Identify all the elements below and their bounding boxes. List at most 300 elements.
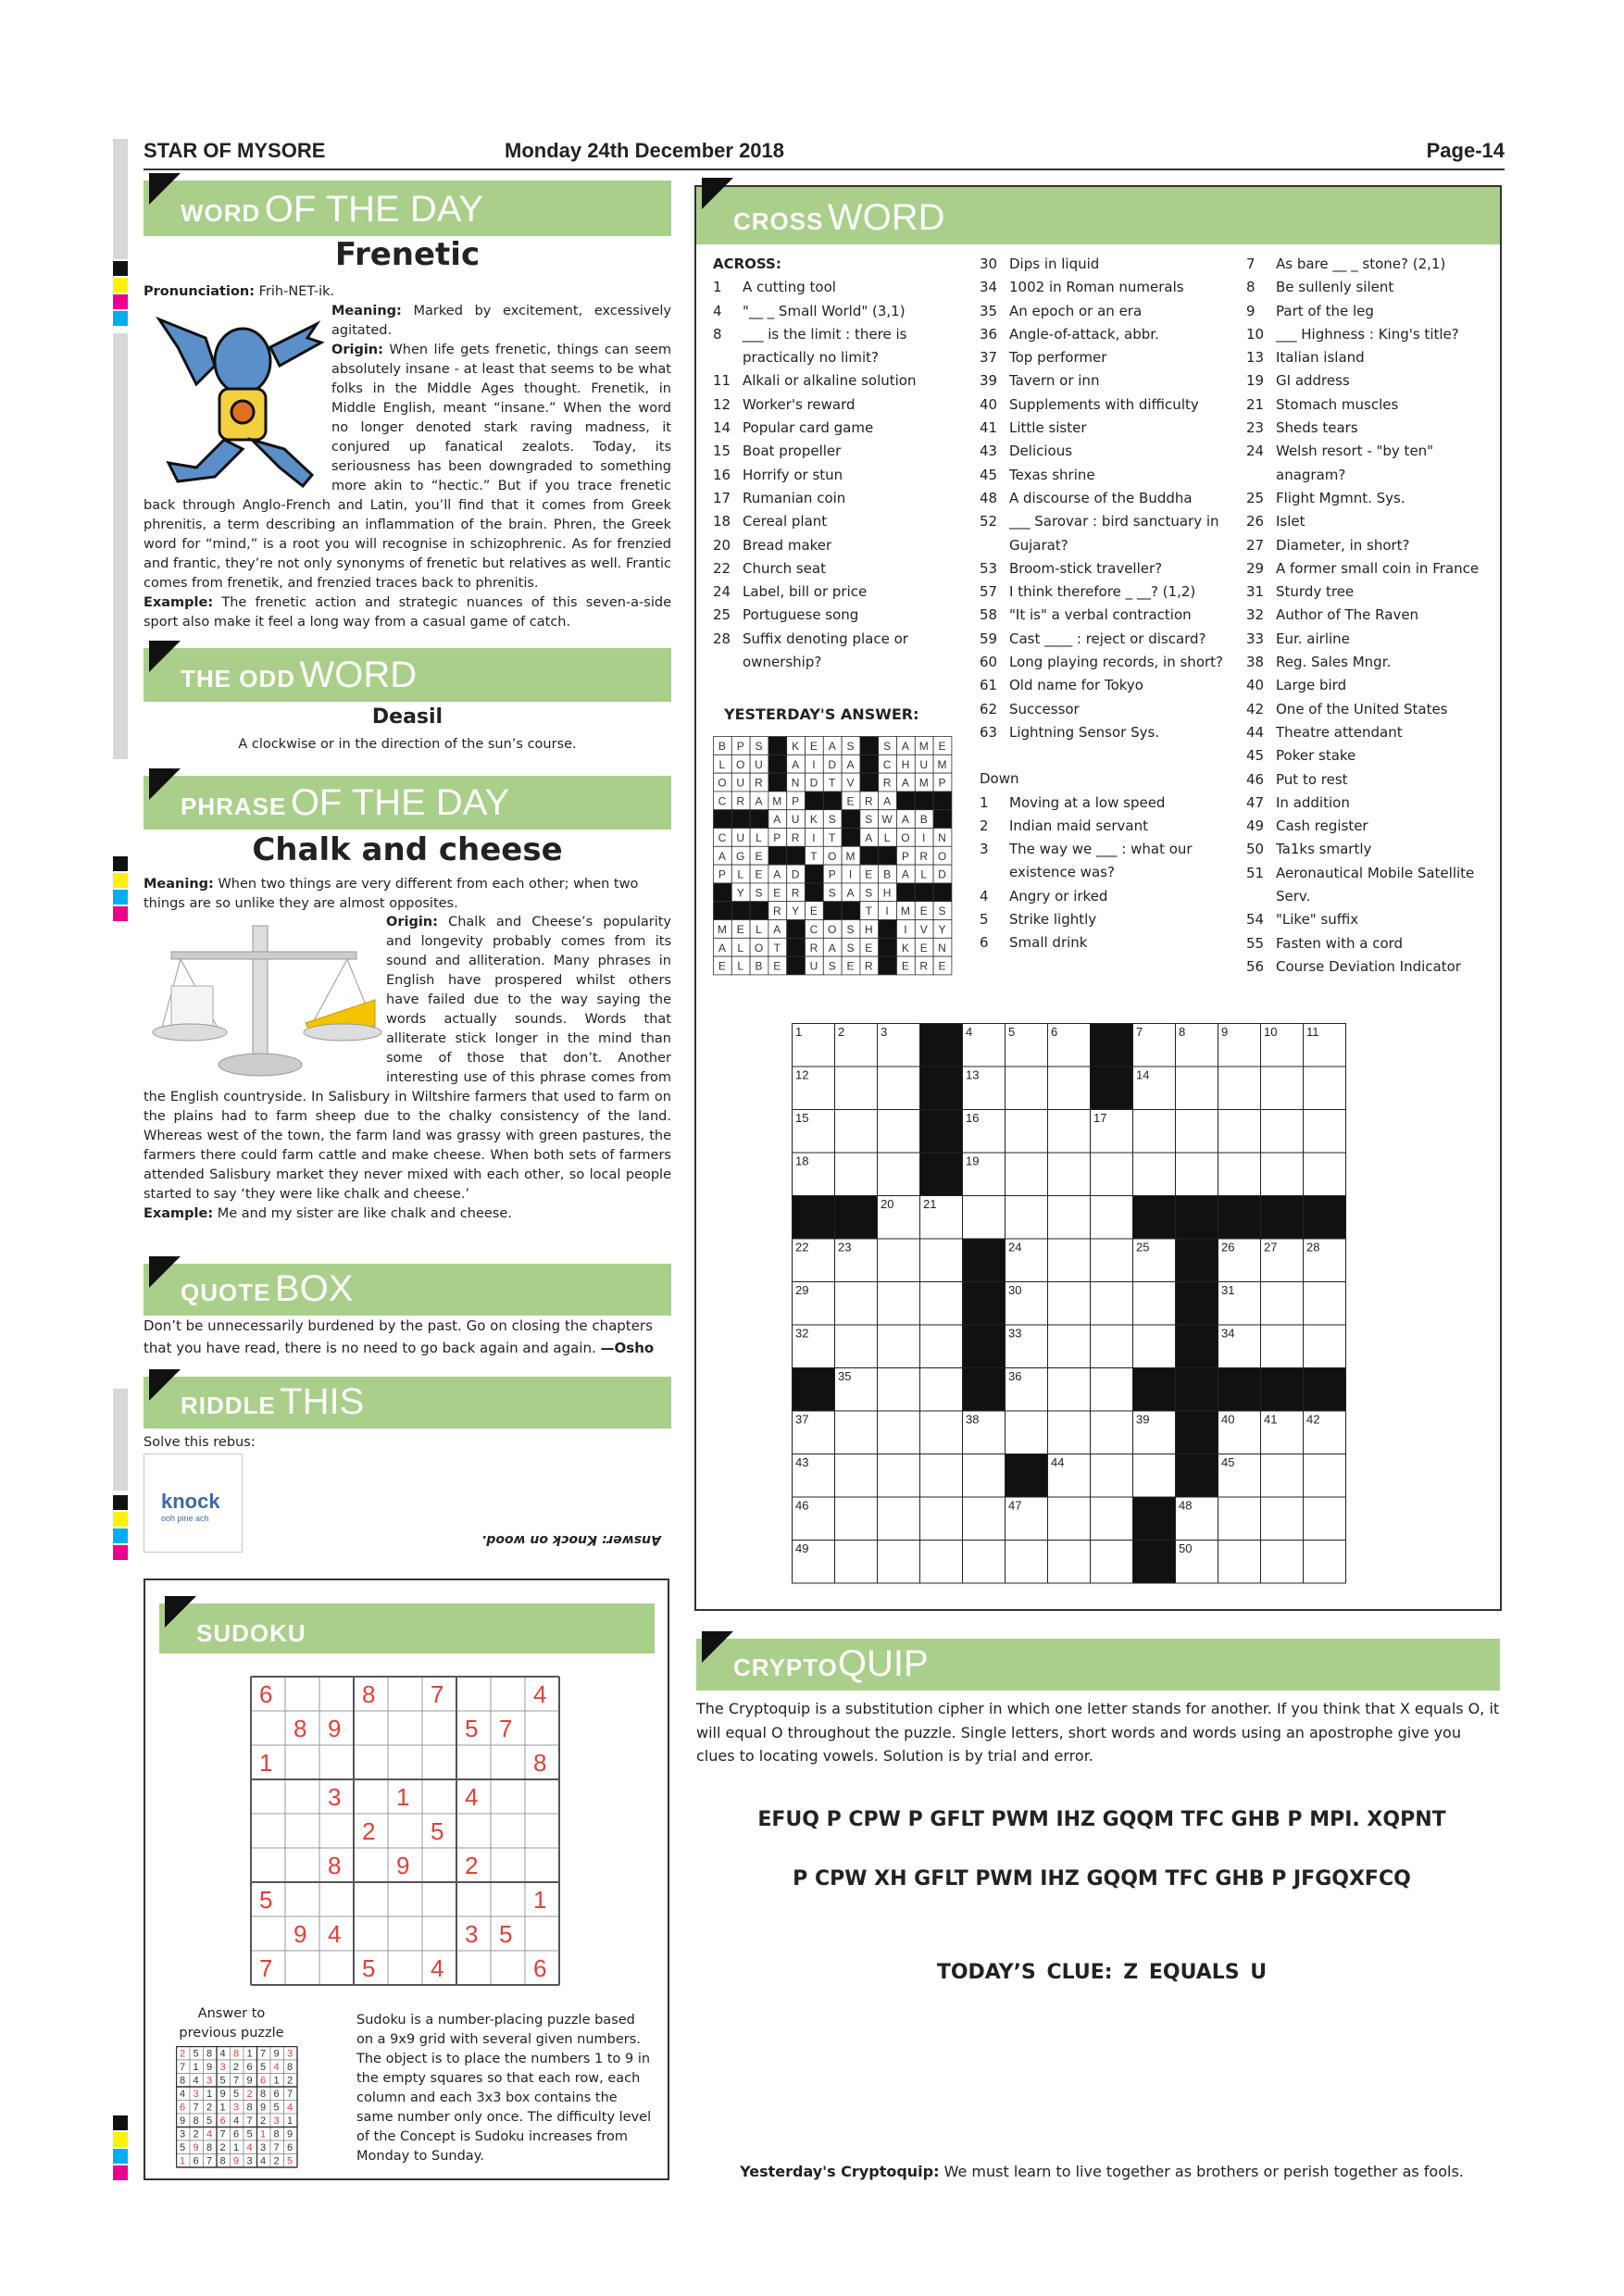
crossword-cell[interactable] bbox=[1091, 1454, 1133, 1498]
crossword-cell[interactable] bbox=[1261, 1153, 1304, 1196]
sudoku-cell[interactable] bbox=[251, 1711, 285, 1745]
crossword-cell[interactable] bbox=[1091, 1541, 1133, 1584]
sudoku-cell[interactable] bbox=[319, 1745, 354, 1779]
crossword-cell[interactable] bbox=[1304, 1325, 1346, 1368]
sudoku-cell[interactable] bbox=[491, 1779, 525, 1814]
crossword-cell[interactable] bbox=[1006, 1067, 1048, 1110]
crossword-cell[interactable] bbox=[1133, 1282, 1176, 1326]
sudoku-cell[interactable] bbox=[422, 1848, 456, 1882]
crossword-cell[interactable] bbox=[1133, 1110, 1176, 1154]
clue-number: 13 bbox=[1246, 349, 1265, 367]
sudoku-cell[interactable] bbox=[456, 1814, 491, 1848]
crossword-clue-number: 33 bbox=[1008, 1326, 1022, 1341]
crossword-cell[interactable] bbox=[835, 1541, 878, 1584]
sudoku-banner: SUDOKU bbox=[159, 1603, 655, 1653]
yesterday-letter: A bbox=[773, 867, 781, 881]
clue-text: Label, bill or price bbox=[743, 583, 868, 601]
crossword-cell[interactable] bbox=[1176, 1067, 1218, 1110]
yesterday-black-cell bbox=[768, 755, 787, 773]
crossword-cell[interactable] bbox=[1304, 1067, 1346, 1110]
clue-item bbox=[980, 557, 1230, 580]
clue-item bbox=[980, 674, 1230, 697]
crossword-cell[interactable] bbox=[1261, 1454, 1304, 1498]
sudoku-cell[interactable] bbox=[456, 1882, 491, 1916]
clue-text: Italian island bbox=[1276, 349, 1365, 367]
crossword-cell[interactable] bbox=[835, 1325, 878, 1368]
clue-item bbox=[1246, 300, 1496, 323]
previous-answer-digit: 4 bbox=[273, 2062, 280, 2073]
crossword-black-cell bbox=[1176, 1325, 1218, 1368]
clue-item bbox=[980, 346, 1230, 369]
sudoku-cell[interactable] bbox=[354, 1882, 388, 1916]
clue-item bbox=[713, 393, 963, 417]
clue-text: The way we ___ : what our existence was? bbox=[1009, 841, 1193, 881]
crossword-cell[interactable] bbox=[878, 1454, 920, 1498]
sudoku-cell[interactable] bbox=[422, 1745, 456, 1779]
crossword-cell[interactable] bbox=[920, 1454, 963, 1498]
clue-number: 62 bbox=[980, 700, 998, 718]
clue-text: Rumanian coin bbox=[743, 489, 846, 506]
phrase-title: Chalk and cheese bbox=[252, 831, 563, 868]
crossword-cell[interactable] bbox=[1261, 1110, 1304, 1154]
crossword-cell[interactable] bbox=[1091, 1325, 1133, 1368]
sudoku-cell[interactable] bbox=[491, 1814, 525, 1848]
crossword-cell[interactable] bbox=[1261, 1497, 1304, 1541]
crossword-cell[interactable] bbox=[920, 1239, 963, 1282]
sudoku-cell[interactable] bbox=[491, 1882, 525, 1916]
sudoku-cell[interactable] bbox=[251, 1814, 285, 1848]
yesterday-letter: O bbox=[736, 757, 745, 771]
clue-text: ___ Highness : King's title? bbox=[1276, 325, 1459, 343]
yesterday-letter: E bbox=[901, 959, 909, 973]
yesterday-black-cell bbox=[714, 810, 732, 829]
previous-answer-digit: 4 bbox=[180, 2089, 186, 2100]
sudoku-cell[interactable] bbox=[525, 1814, 559, 1848]
sudoku-cell[interactable] bbox=[354, 1916, 388, 1951]
crossword-cell[interactable] bbox=[878, 1239, 920, 1282]
clue-number: 45 bbox=[980, 466, 998, 483]
clue-item bbox=[1246, 932, 1496, 955]
crossword-cell[interactable] bbox=[1304, 1282, 1346, 1326]
crossword-black-cell bbox=[1176, 1454, 1218, 1498]
previous-answer-digit: 3 bbox=[219, 2062, 226, 2073]
riddle-prompt: Solve this rebus: bbox=[144, 1435, 256, 1450]
sudoku-cell[interactable] bbox=[285, 1848, 319, 1882]
crossword-cell[interactable] bbox=[920, 1541, 963, 1584]
yesterday-letter: E bbox=[846, 794, 855, 808]
crossword-cell[interactable] bbox=[1048, 1239, 1091, 1282]
clue-number: 1 bbox=[980, 793, 989, 811]
sudoku-cell[interactable] bbox=[388, 1711, 422, 1745]
yesterday-letter: G bbox=[736, 849, 745, 863]
riddle-banner: RIDDLE THIS bbox=[144, 1377, 671, 1429]
crossword-cell[interactable] bbox=[835, 1153, 878, 1196]
crossword-cell[interactable] bbox=[1091, 1497, 1133, 1541]
yesterday-letter: L bbox=[756, 923, 762, 936]
crossword-cell[interactable] bbox=[1006, 1541, 1048, 1584]
word-meaning: Meaning: Marked by excitement, excessively agitated. bbox=[331, 304, 671, 338]
yesterday-letter: T bbox=[829, 831, 836, 844]
sudoku-cell[interactable] bbox=[422, 1711, 456, 1745]
previous-answer-digit: 5 bbox=[180, 2142, 186, 2153]
sudoku-cell[interactable] bbox=[354, 1848, 388, 1882]
clue-number: 12 bbox=[713, 395, 731, 413]
crossword-cell[interactable] bbox=[1304, 1497, 1346, 1541]
previous-answer-digit: 1 bbox=[260, 2128, 267, 2140]
yesterday-letter: A bbox=[901, 776, 909, 790]
sudoku-cell[interactable] bbox=[525, 1779, 559, 1814]
yesterday-letter: A bbox=[865, 831, 873, 844]
crossword-cell[interactable] bbox=[835, 1282, 878, 1326]
yesterday-letter: M bbox=[772, 794, 782, 808]
previous-answer-digit: 6 bbox=[193, 2155, 199, 2167]
yesterday-letter: N bbox=[938, 941, 946, 955]
yesterday-letter: A bbox=[755, 794, 763, 808]
sudoku-cell[interactable] bbox=[285, 1677, 319, 1711]
crossword-cell[interactable] bbox=[1218, 1497, 1261, 1541]
crossword-cell[interactable] bbox=[1048, 1153, 1091, 1196]
yesterday-letter: D bbox=[828, 757, 837, 771]
crossword-cell[interactable] bbox=[1048, 1110, 1091, 1154]
crossword-cell[interactable] bbox=[1048, 1541, 1091, 1584]
crossword-cell[interactable] bbox=[878, 1067, 920, 1110]
previous-answer-digit: 5 bbox=[206, 2115, 213, 2127]
yesterday-letter: V bbox=[919, 923, 928, 936]
crossword-cell[interactable] bbox=[1006, 1411, 1048, 1454]
crossword-cell[interactable] bbox=[878, 1368, 920, 1412]
yesterday-letter: R bbox=[772, 905, 781, 918]
clue-number: 11 bbox=[713, 372, 731, 390]
crossword-black-cell bbox=[963, 1325, 1006, 1368]
crossword-cell[interactable] bbox=[1176, 1153, 1218, 1196]
crossword-cell[interactable] bbox=[920, 1411, 963, 1454]
clue-text: Indian maid servant bbox=[1009, 817, 1149, 834]
sudoku-cell[interactable] bbox=[319, 1951, 354, 1985]
yesterday-letter: S bbox=[755, 740, 763, 753]
clue-number: 24 bbox=[713, 583, 731, 601]
sudoku-cell[interactable] bbox=[285, 1779, 319, 1814]
yesterday-letter: H bbox=[864, 923, 873, 936]
clue-item bbox=[1246, 417, 1496, 440]
crossword-cell[interactable] bbox=[835, 1110, 878, 1154]
sudoku-cell[interactable] bbox=[388, 1677, 422, 1711]
clue-number: 42 bbox=[1246, 700, 1265, 718]
crossword-cell[interactable] bbox=[1261, 1067, 1304, 1110]
clue-item bbox=[980, 440, 1230, 463]
clue-number: 17 bbox=[713, 489, 731, 506]
sudoku-given-digit: 9 bbox=[396, 1852, 410, 1879]
clue-item bbox=[980, 300, 1230, 323]
yesterday-letter: U bbox=[919, 757, 929, 771]
yesterday-letter: W bbox=[881, 813, 893, 827]
yesterday-letter: H bbox=[901, 757, 910, 771]
crossword-grid[interactable] bbox=[792, 1023, 1361, 1597]
crossword-cell[interactable] bbox=[1218, 1110, 1261, 1154]
crossword-clue-number: 31 bbox=[1221, 1283, 1235, 1297]
crossword-cell[interactable] bbox=[835, 1067, 878, 1110]
crossword-black-cell bbox=[920, 1110, 963, 1154]
clue-number: 40 bbox=[980, 395, 998, 413]
clue-item bbox=[1246, 346, 1496, 369]
previous-answer-digit: 4 bbox=[206, 2128, 213, 2140]
previous-answer-digit: 6 bbox=[287, 2142, 294, 2153]
sudoku-cell[interactable] bbox=[388, 1814, 422, 1848]
sudoku-cell[interactable] bbox=[354, 1779, 388, 1814]
crossword-cell[interactable] bbox=[1304, 1454, 1346, 1498]
previous-answer-digit: 9 bbox=[180, 2115, 186, 2127]
crossword-cell[interactable] bbox=[1218, 1153, 1261, 1196]
crossword-cell[interactable] bbox=[1091, 1368, 1133, 1412]
crossword-clue-number: 2 bbox=[838, 1025, 845, 1039]
yesterday-letter: M bbox=[937, 757, 947, 771]
clue-item bbox=[980, 815, 1230, 838]
crossword-black-cell bbox=[793, 1196, 835, 1240]
margin-bar bbox=[113, 1389, 128, 1491]
clue-number: 59 bbox=[980, 630, 998, 647]
sudoku-given-digit: 9 bbox=[294, 1920, 307, 1948]
crossword-cell[interactable] bbox=[1091, 1153, 1133, 1196]
yesterday-black-cell bbox=[860, 737, 879, 755]
crossword-cell[interactable] bbox=[1261, 1541, 1304, 1584]
clue-text: Be sullenly silent bbox=[1276, 279, 1394, 296]
crossword-black-cell bbox=[1176, 1239, 1218, 1282]
crossword-clue-number: 24 bbox=[1008, 1240, 1022, 1254]
yesterday-letter: E bbox=[938, 959, 946, 973]
yesterday-letter: E bbox=[846, 959, 855, 973]
sudoku-cell[interactable] bbox=[388, 1745, 422, 1779]
clue-item bbox=[1246, 908, 1496, 931]
crossword-clue-number: 23 bbox=[838, 1240, 852, 1254]
yesterday-letter: S bbox=[938, 905, 946, 918]
sudoku-cell[interactable] bbox=[285, 1814, 319, 1848]
crossword-cell[interactable] bbox=[920, 1282, 963, 1326]
sudoku-grid[interactable] bbox=[250, 1676, 565, 1990]
clue-text: Cash register bbox=[1276, 817, 1368, 835]
clue-text: Top performer bbox=[1009, 349, 1107, 367]
clue-item bbox=[1246, 768, 1496, 792]
crossword-cell[interactable] bbox=[1006, 1153, 1048, 1196]
crossword-cell[interactable] bbox=[835, 1454, 878, 1498]
clue-number: 8 bbox=[1246, 279, 1255, 296]
crossword-cell[interactable] bbox=[1133, 1153, 1176, 1196]
clue-number: 5 bbox=[980, 911, 989, 929]
previous-answer-digit: 1 bbox=[193, 2062, 199, 2073]
sudoku-cell[interactable] bbox=[251, 1848, 285, 1882]
clue-number: 26 bbox=[1246, 513, 1265, 530]
issue-date: Monday 24th December 2018 bbox=[505, 139, 785, 162]
previous-answer-digit: 6 bbox=[180, 2102, 186, 2114]
clue-text: "__ _ Small World" (3,1) bbox=[743, 302, 906, 319]
clue-text: Popular card game bbox=[743, 419, 874, 437]
sudoku-cell[interactable] bbox=[388, 1882, 422, 1916]
crossword-cell[interactable] bbox=[1048, 1325, 1091, 1368]
crossword-cell[interactable] bbox=[835, 1497, 878, 1541]
sudoku-cell[interactable] bbox=[525, 1711, 559, 1745]
sudoku-cell[interactable] bbox=[251, 1779, 285, 1814]
crossword-cell[interactable] bbox=[1304, 1541, 1346, 1584]
sudoku-cell[interactable] bbox=[456, 1745, 491, 1779]
crossword-black-cell bbox=[1006, 1454, 1048, 1498]
previous-answer-digit: 7 bbox=[233, 2075, 240, 2087]
sudoku-cell[interactable] bbox=[285, 1882, 319, 1916]
crossword-cell[interactable] bbox=[878, 1282, 920, 1326]
yesterday-letter: E bbox=[809, 740, 818, 753]
sudoku-cell[interactable] bbox=[422, 1779, 456, 1814]
yesterday-letter: E bbox=[773, 886, 781, 900]
yesterday-cryptoquip: Yesterday's Cryptoquip: We must learn to live together as brothers or perish together as fools. bbox=[740, 2163, 1464, 2180]
crossword-cell[interactable] bbox=[1133, 1454, 1176, 1498]
crossword-cell[interactable] bbox=[1091, 1282, 1133, 1326]
crossword-cell[interactable] bbox=[1091, 1239, 1133, 1282]
clue-item bbox=[713, 323, 963, 370]
clue-text: Author of The Raven bbox=[1276, 606, 1419, 624]
clue-item bbox=[1246, 628, 1496, 651]
crossword-cell[interactable] bbox=[1048, 1196, 1091, 1240]
clue-number: 52 bbox=[980, 513, 998, 530]
previous-answer-digit: 2 bbox=[193, 2128, 199, 2140]
crossword-cell[interactable] bbox=[1218, 1067, 1261, 1110]
sudoku-cell[interactable] bbox=[525, 1916, 559, 1951]
word-origin: Origin: When life gets frenetic, things can seem absolutely insane - at least that seems to be what folks in the Middle Ages thought. Frenetik, in Middle English, meant “insane.” When the word no longer denoted stark raving madness, it conjured up fanatical zealots. Today, its seriousness has been downgraded to something more akin to “hectic.” But if you trace frenetic back through Anglo-French and Latin, you’ll find that it comes from Greek phrenitis, a term describing an inflammation of the brain. Phren, the Greek word for “mind,” is a root you will recognise in schizophrenic. As for frenzied and frantic, they’re not only synonyms of frenetic but relatives as well. Frantic comes from frenetik, and frenzied traces back to phrenitis. Example: The frenetic action and strategic nuances of this seven-a-side sport also make it feel a long way from a casual game of catch. bbox=[144, 343, 671, 630]
sudoku-cell[interactable] bbox=[319, 1677, 354, 1711]
crossword-cell[interactable] bbox=[1261, 1325, 1304, 1368]
previous-answer-digit: 8 bbox=[219, 2155, 226, 2167]
crossword-cell[interactable] bbox=[920, 1368, 963, 1412]
yesterday-letter: R bbox=[791, 886, 800, 900]
previous-answer-digit: 4 bbox=[287, 2102, 294, 2114]
sudoku-previous-answer-grid bbox=[176, 2046, 301, 2171]
crossword-cell[interactable] bbox=[1048, 1067, 1091, 1110]
yesterday-letter: E bbox=[938, 740, 946, 753]
crossword-clue-number: 28 bbox=[1306, 1240, 1320, 1254]
masthead-rule bbox=[144, 168, 1505, 170]
previous-answer-digit: 7 bbox=[219, 2128, 226, 2140]
sudoku-cell[interactable] bbox=[251, 1916, 285, 1951]
yesterday-letter: H bbox=[882, 886, 892, 900]
clue-item bbox=[980, 276, 1230, 299]
clue-item bbox=[713, 440, 963, 463]
crossword-cell[interactable] bbox=[1091, 1196, 1133, 1240]
previous-answer-digit: 1 bbox=[233, 2142, 240, 2153]
previous-answer-digit: 2 bbox=[246, 2089, 253, 2100]
crossword-cell[interactable] bbox=[1261, 1282, 1304, 1326]
crossword-cell[interactable] bbox=[1304, 1110, 1346, 1154]
crossword-clue-number: 7 bbox=[1136, 1025, 1143, 1039]
crossword-clue-number: 9 bbox=[1221, 1025, 1229, 1039]
crossword-clue-number: 17 bbox=[1093, 1111, 1107, 1125]
crossword-cell[interactable] bbox=[878, 1153, 920, 1196]
yesterday-letter: C bbox=[718, 831, 727, 844]
crossword-cell[interactable] bbox=[1048, 1368, 1091, 1412]
crossword-clue-number: 15 bbox=[795, 1111, 809, 1125]
crossword-black-cell bbox=[1176, 1411, 1218, 1454]
previous-answer-digit: 5 bbox=[260, 2062, 267, 2073]
previous-answer-digit: 8 bbox=[233, 2048, 240, 2060]
sudoku-cell[interactable] bbox=[354, 1711, 388, 1745]
crossword-cell[interactable] bbox=[878, 1541, 920, 1584]
clue-number: 43 bbox=[980, 443, 998, 460]
sudoku-cell[interactable] bbox=[319, 1814, 354, 1848]
sudoku-cell[interactable] bbox=[491, 1677, 525, 1711]
sudoku-cell[interactable] bbox=[422, 1916, 456, 1951]
crossword-cell[interactable] bbox=[963, 1454, 1006, 1498]
crossword-cell[interactable] bbox=[920, 1497, 963, 1541]
sudoku-cell[interactable] bbox=[491, 1745, 525, 1779]
yesterday-letter: S bbox=[846, 740, 855, 753]
sudoku-cell[interactable] bbox=[285, 1745, 319, 1779]
crossword-cell[interactable] bbox=[1091, 1411, 1133, 1454]
crossword-cell[interactable] bbox=[1304, 1153, 1346, 1196]
yesterday-black-cell bbox=[933, 810, 952, 829]
sudoku-cell[interactable] bbox=[422, 1882, 456, 1916]
crossword-clue-number: 8 bbox=[1179, 1025, 1186, 1039]
crossword-cell[interactable] bbox=[835, 1411, 878, 1454]
crossword-cell[interactable] bbox=[1133, 1325, 1176, 1368]
clue-item bbox=[980, 792, 1230, 815]
crossword-cell[interactable] bbox=[878, 1497, 920, 1541]
crossword-cell[interactable] bbox=[963, 1541, 1006, 1584]
crossword-clue-number: 47 bbox=[1008, 1498, 1022, 1513]
crossword-cell[interactable] bbox=[1048, 1497, 1091, 1541]
yesterday-letter: K bbox=[901, 941, 909, 955]
yesterday-black-cell bbox=[787, 938, 806, 956]
sudoku-cell[interactable] bbox=[388, 1951, 422, 1985]
crossword-cell[interactable] bbox=[1006, 1110, 1048, 1154]
crossword-clue-number: 44 bbox=[1051, 1455, 1065, 1469]
yesterday-letter: A bbox=[828, 941, 836, 955]
clue-item bbox=[713, 580, 963, 604]
sudoku-cell[interactable] bbox=[285, 1951, 319, 1985]
sudoku-cell[interactable] bbox=[388, 1916, 422, 1951]
clue-number: 53 bbox=[980, 559, 998, 577]
crossword-cell[interactable] bbox=[1048, 1282, 1091, 1326]
yesterday-letter: L bbox=[920, 867, 928, 881]
sudoku-cell[interactable] bbox=[525, 1848, 559, 1882]
yesterday-letter: E bbox=[773, 959, 781, 973]
crossword-cell[interactable] bbox=[878, 1411, 920, 1454]
sudoku-cell[interactable] bbox=[456, 1677, 491, 1711]
sudoku-cell[interactable] bbox=[354, 1745, 388, 1779]
clue-number: 9 bbox=[1246, 302, 1255, 319]
yesterday-black-cell bbox=[860, 773, 879, 792]
yesterday-letter: Y bbox=[938, 923, 946, 936]
clue-item bbox=[1246, 487, 1496, 510]
clue-item bbox=[980, 487, 1230, 510]
clue-number: 23 bbox=[1246, 419, 1265, 437]
sudoku-prev-label: Answer to previous puzzle bbox=[179, 2006, 284, 2040]
crossword-cell[interactable] bbox=[1006, 1196, 1048, 1240]
sudoku-cell[interactable] bbox=[319, 1882, 354, 1916]
crossword-cell[interactable] bbox=[878, 1110, 920, 1154]
crossword-cell[interactable] bbox=[1048, 1411, 1091, 1454]
sudoku-given-digit: 9 bbox=[328, 1715, 342, 1742]
crossword-cell[interactable] bbox=[963, 1196, 1006, 1240]
sudoku-cell[interactable] bbox=[456, 1951, 491, 1985]
yesterday-letter: L bbox=[756, 831, 762, 844]
sudoku-cell[interactable] bbox=[491, 1951, 525, 1985]
crossword-cell[interactable] bbox=[1176, 1110, 1218, 1154]
clue-item bbox=[713, 628, 963, 675]
sudoku-cell[interactable] bbox=[491, 1848, 525, 1882]
crossword-cell[interactable] bbox=[920, 1325, 963, 1368]
crossword-cell[interactable] bbox=[963, 1497, 1006, 1541]
crossword-cell[interactable] bbox=[1218, 1541, 1261, 1584]
yesterday-letter: A bbox=[828, 740, 836, 753]
clue-text: Bread maker bbox=[743, 536, 832, 554]
yesterday-black-cell bbox=[842, 810, 860, 829]
crossword-cell[interactable] bbox=[878, 1325, 920, 1368]
yesterday-black-cell bbox=[823, 792, 842, 810]
